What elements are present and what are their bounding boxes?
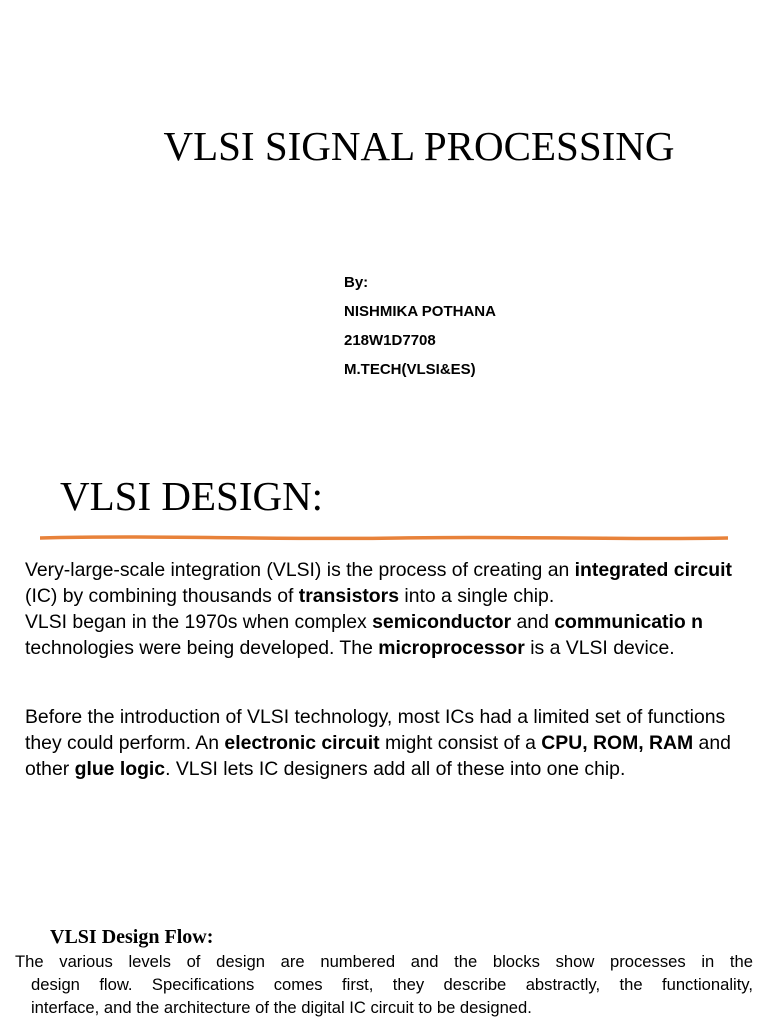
flow-line-2: design flow. Specifications comes first, they describe abstractly, the functionality, [31,975,753,994]
roll-number: 218W1D7708 [344,332,436,349]
by-label: By: [344,274,369,291]
para1-text-7: is a VLSI device. [524,637,675,659]
section-heading-vlsi-design: VLSI DESIGN: [60,473,324,519]
paragraph-design-flow [15,950,753,1019]
flow-line-1: The various levels of design are numbered and the blocks show processes in the [15,952,753,971]
paragraph-before-vlsi [25,704,753,782]
term-microprocessor: microprocessor [378,637,525,659]
para1-text-5: and [511,611,555,633]
para2-text-3: and other [25,732,731,780]
para1-text-3: into a single chip. [399,585,555,607]
para1-text-6: technologies were being developed. The [25,637,379,659]
para1-text-2: (IC) by combining thousands of [25,585,299,607]
term-glue-logic: glue logic [74,758,166,780]
term-communication: communicatio n [554,611,703,633]
divider-line [40,534,728,542]
section-heading-design-flow: VLSI Design Flow: [50,926,214,948]
term-semiconductor: semiconductor [372,611,512,633]
flow-line-3: interface, and the architecture of the digital IC circuit to be designed. [31,998,532,1017]
term-transistors: transistors [298,585,399,607]
para2-text-2: might consist of a [379,732,542,754]
para1-text-4: VLSI began in the 1970s when complex [25,611,373,633]
term-electronic-circuit: electronic circuit [224,732,380,754]
para2-text-4: . VLSI lets IC designers add all of these into one chip. [165,758,626,780]
term-cpu-rom-ram: CPU, ROM, RAM [541,732,694,754]
para1-text-1: Very-large-scale integration (VLSI) is the process of creating an [25,559,575,581]
page-title: VLSI SIGNAL PROCESSING [163,123,675,169]
course-name: M.TECH(VLSI&ES) [344,361,476,378]
divider-stroke [40,537,728,539]
author-name: NISHMIKA POTHANA [344,303,496,320]
term-integrated-circuit: integrated circuit [574,559,732,581]
author-block [344,268,496,384]
paragraph-vlsi-intro [25,557,753,661]
para2-text-1: Before the introduction of VLSI technology, most ICs had a limited set of functions they could perform. An [25,706,726,754]
